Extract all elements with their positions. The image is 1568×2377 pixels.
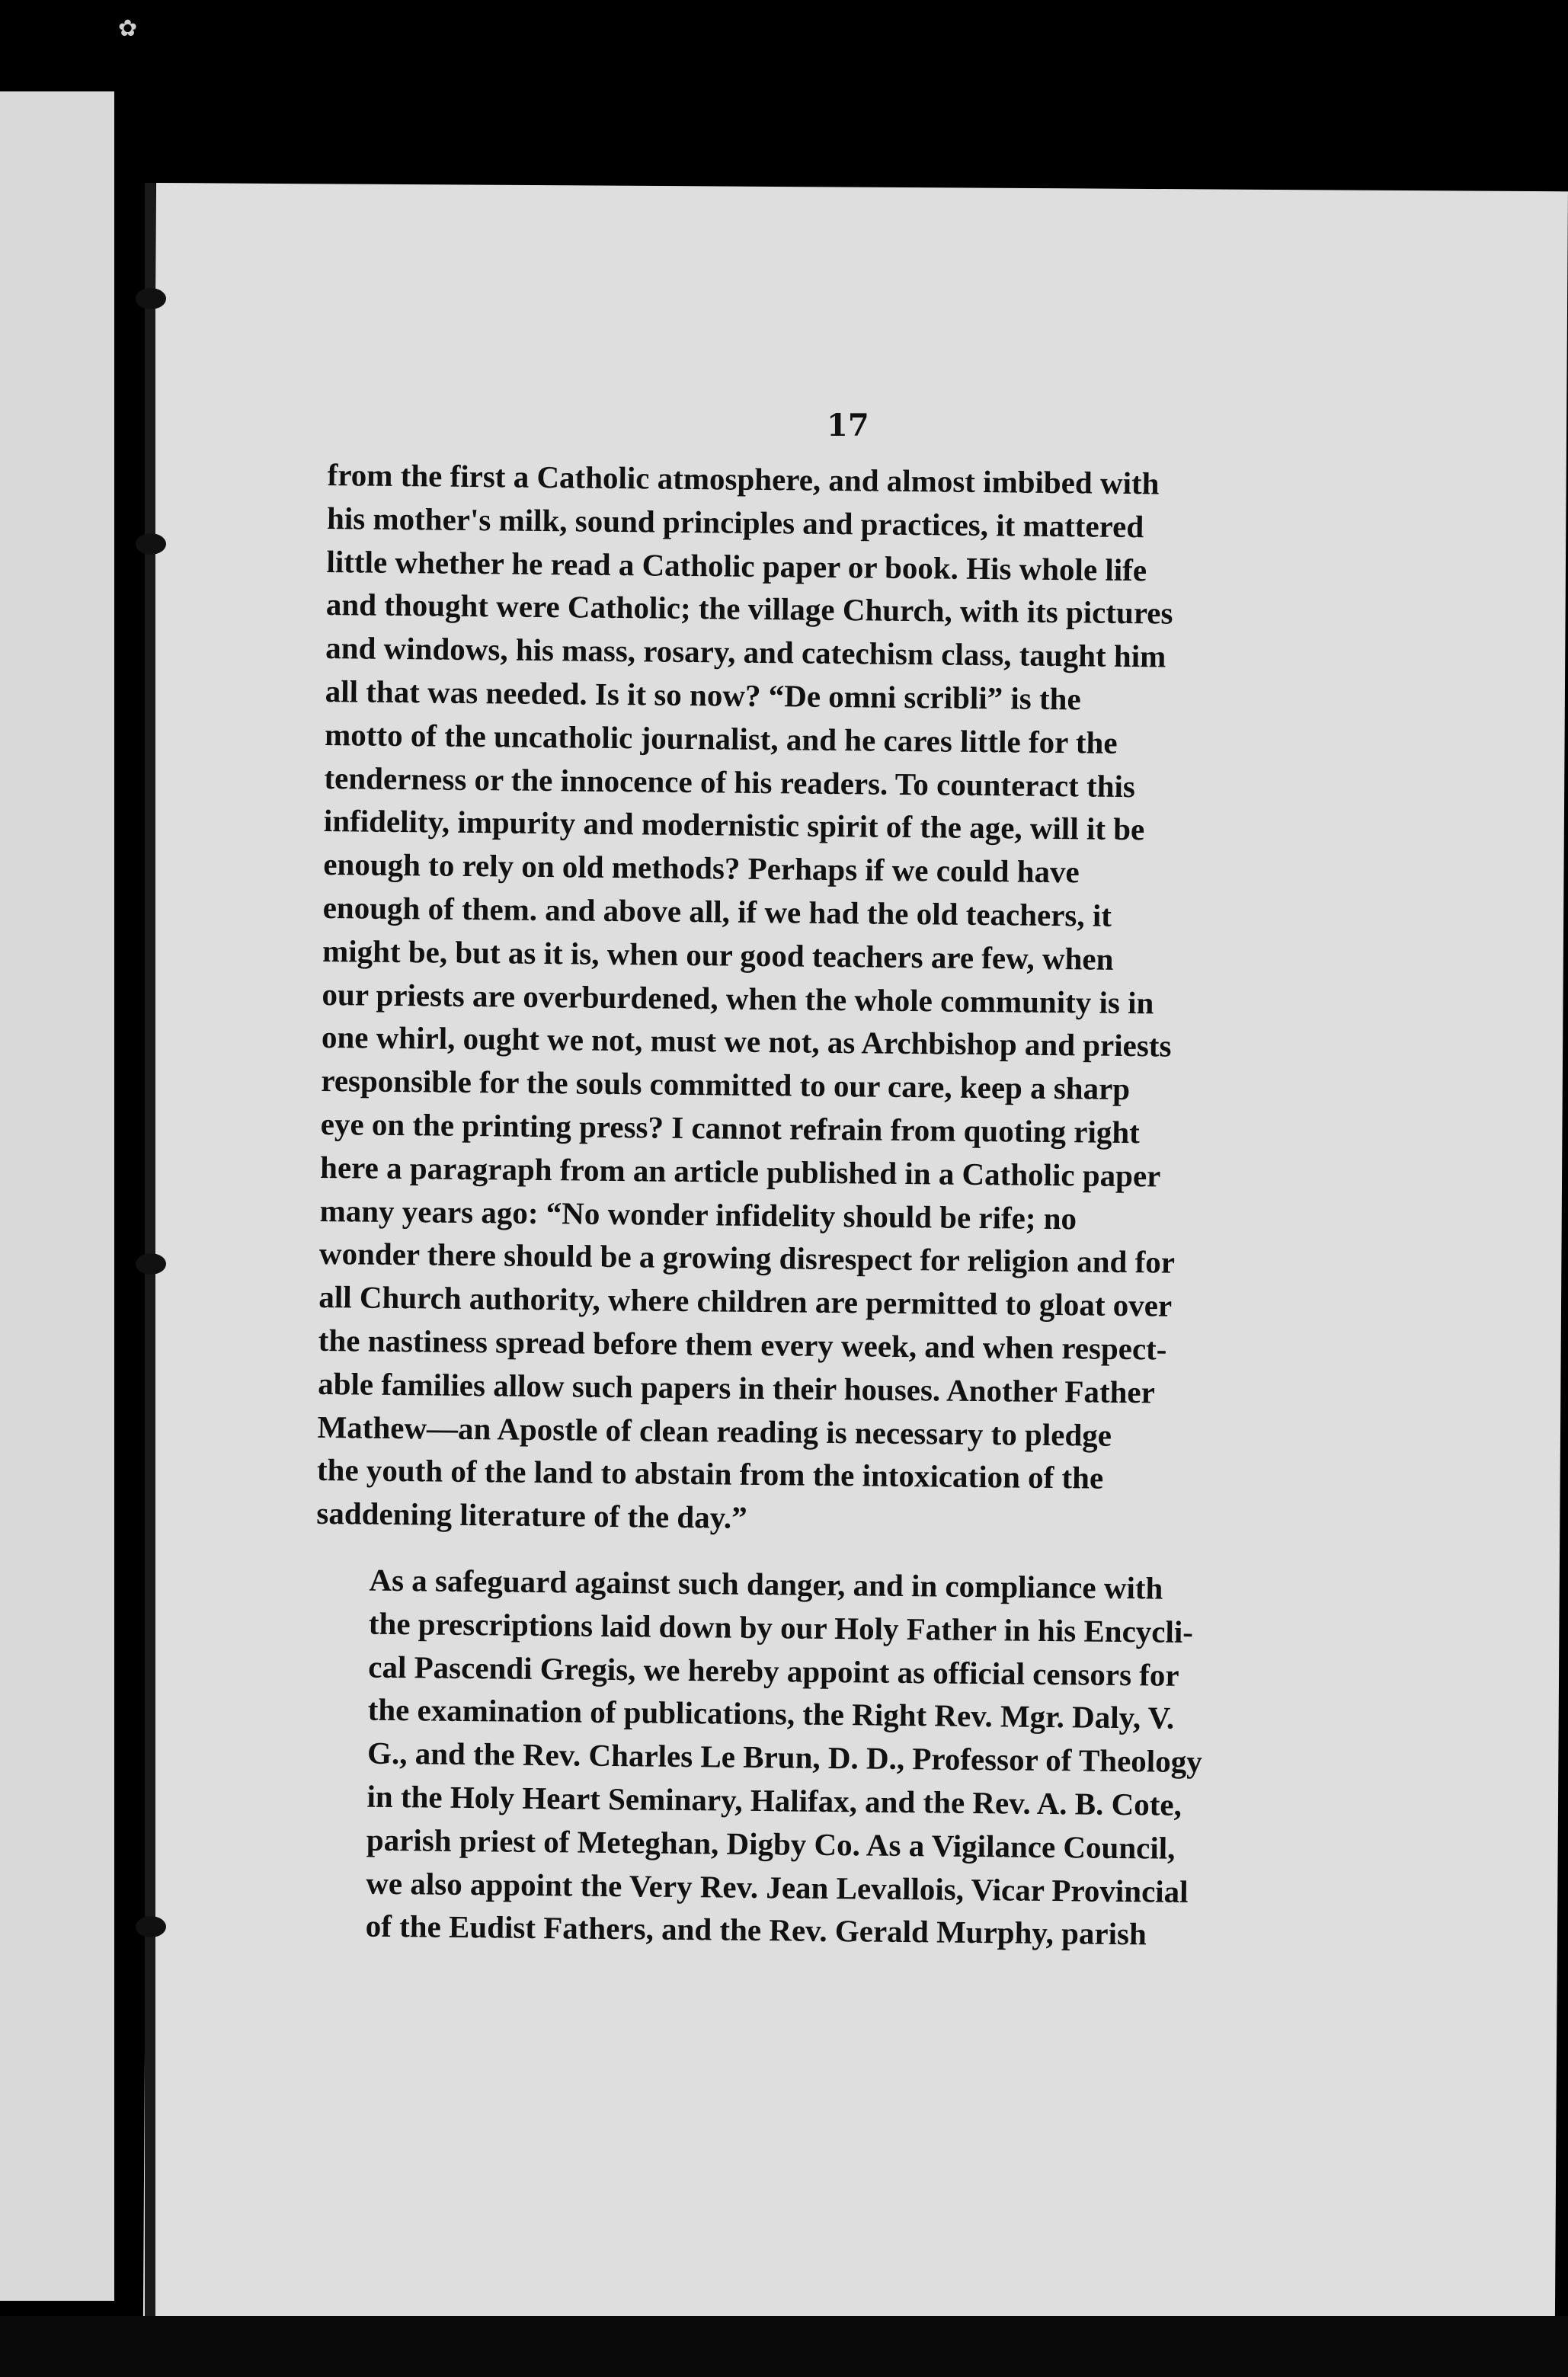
binding-clip-icon bbox=[136, 533, 166, 555]
text-line: all that was needed. Is it so now? “De omni scribli” is the bbox=[325, 673, 1081, 717]
text-line: wonder there should be a growing disrespect for religion and for bbox=[318, 1236, 1176, 1281]
body-text bbox=[312, 453, 1333, 1958]
text-line: As a safeguard against such danger, and in compliance with bbox=[369, 1562, 1163, 1606]
binding-clip-icon bbox=[136, 288, 166, 309]
text-line: our priests are overburdened, when the whole community is in bbox=[322, 976, 1154, 1020]
text-line: Mathew—an Apostle of clean reading is necessary to pledge bbox=[317, 1409, 1112, 1453]
scanner-mark-icon: ✿ bbox=[118, 15, 138, 42]
text-line: the examination of publications, the Right Rev. Mgr. Daly, V. bbox=[367, 1691, 1175, 1736]
text-line: eye on the printing press? I cannot refrain from quoting right bbox=[320, 1105, 1141, 1150]
binding-clip-icon bbox=[136, 1253, 166, 1275]
text-line: one whirl, ought we not, must we not, as Archbishop and priests bbox=[321, 1019, 1172, 1064]
text-line: many years ago: “No wonder infidelity should be rife; no bbox=[319, 1192, 1077, 1236]
text-line: from the first a Catholic atmosphere, and almost imbibed with bbox=[327, 456, 1160, 501]
text-line: we also appoint the Very Rev. Jean Levallois, Vicar Provincial bbox=[366, 1865, 1189, 1909]
text-line: his mother's milk, sound principles and practices, it mattered bbox=[326, 500, 1144, 545]
text-line: the nastiness spread before them every week, and when respect- bbox=[318, 1322, 1167, 1367]
text-line: infidelity, impurity and modernistic spirit of the age, will it be bbox=[323, 803, 1145, 847]
text-line: all Church authority, where children are permitted to gloat over bbox=[318, 1279, 1173, 1323]
text-line: tenderness or the innocence of his readers. To counteract this bbox=[324, 760, 1136, 804]
text-line: parish priest of Meteghan, Digby Co. As a Vigilance Council, bbox=[366, 1822, 1176, 1866]
text-line: the youth of the land to abstain from the intoxication of the bbox=[316, 1452, 1104, 1496]
text-line: might be, but as it is, when our good teachers are few, when bbox=[322, 933, 1114, 977]
text-line: cal Pascendi Gregis, we hereby appoint as official censors for bbox=[368, 1649, 1179, 1693]
text-line: the prescriptions laid down by our Holy Father in his Encycli- bbox=[368, 1605, 1194, 1649]
text-line: G., and the Rev. Charles Le Brun, D. D., Professor of Theology bbox=[366, 1735, 1202, 1780]
adjacent-page-edge bbox=[0, 91, 114, 2301]
text-line: little whether he read a Catholic paper or book. His whole life bbox=[326, 543, 1147, 587]
text-line: motto of the uncatholic journalist, and he cares little for the bbox=[324, 716, 1118, 760]
text-line: enough of them. and above all, if we had the old teachers, it bbox=[322, 889, 1112, 933]
text-line: saddening literature of the day.” bbox=[316, 1496, 747, 1535]
paragraph-1 bbox=[316, 453, 1333, 1546]
page-number: 17 bbox=[827, 408, 869, 443]
text-line: enough to rely on old methods? Perhaps if we could have bbox=[323, 846, 1080, 890]
text-line: in the Holy Heart Seminary, Halifax, and the Rev. A. B. Cote, bbox=[366, 1778, 1182, 1822]
text-line: able families allow such papers in their houses. Another Father bbox=[317, 1365, 1156, 1410]
text-line: here a paragraph from an article published in a Catholic paper bbox=[319, 1149, 1161, 1194]
text-line: and thought were Catholic; the village Church, with its pictures bbox=[325, 587, 1173, 632]
text-line: of the Eudist Fathers, and the Rev. Gerald Murphy, parish bbox=[365, 1908, 1147, 1952]
text-line: and windows, his mass, rosary, and catechism class, taught him bbox=[325, 630, 1166, 674]
binding-clip-icon bbox=[136, 1916, 166, 1937]
binding-spine bbox=[145, 183, 155, 2316]
text-line: responsible for the souls committed to our care, keep a sharp bbox=[321, 1063, 1131, 1107]
scan-bottom-border bbox=[0, 2316, 1568, 2377]
paragraph-2 bbox=[312, 1558, 1321, 1958]
